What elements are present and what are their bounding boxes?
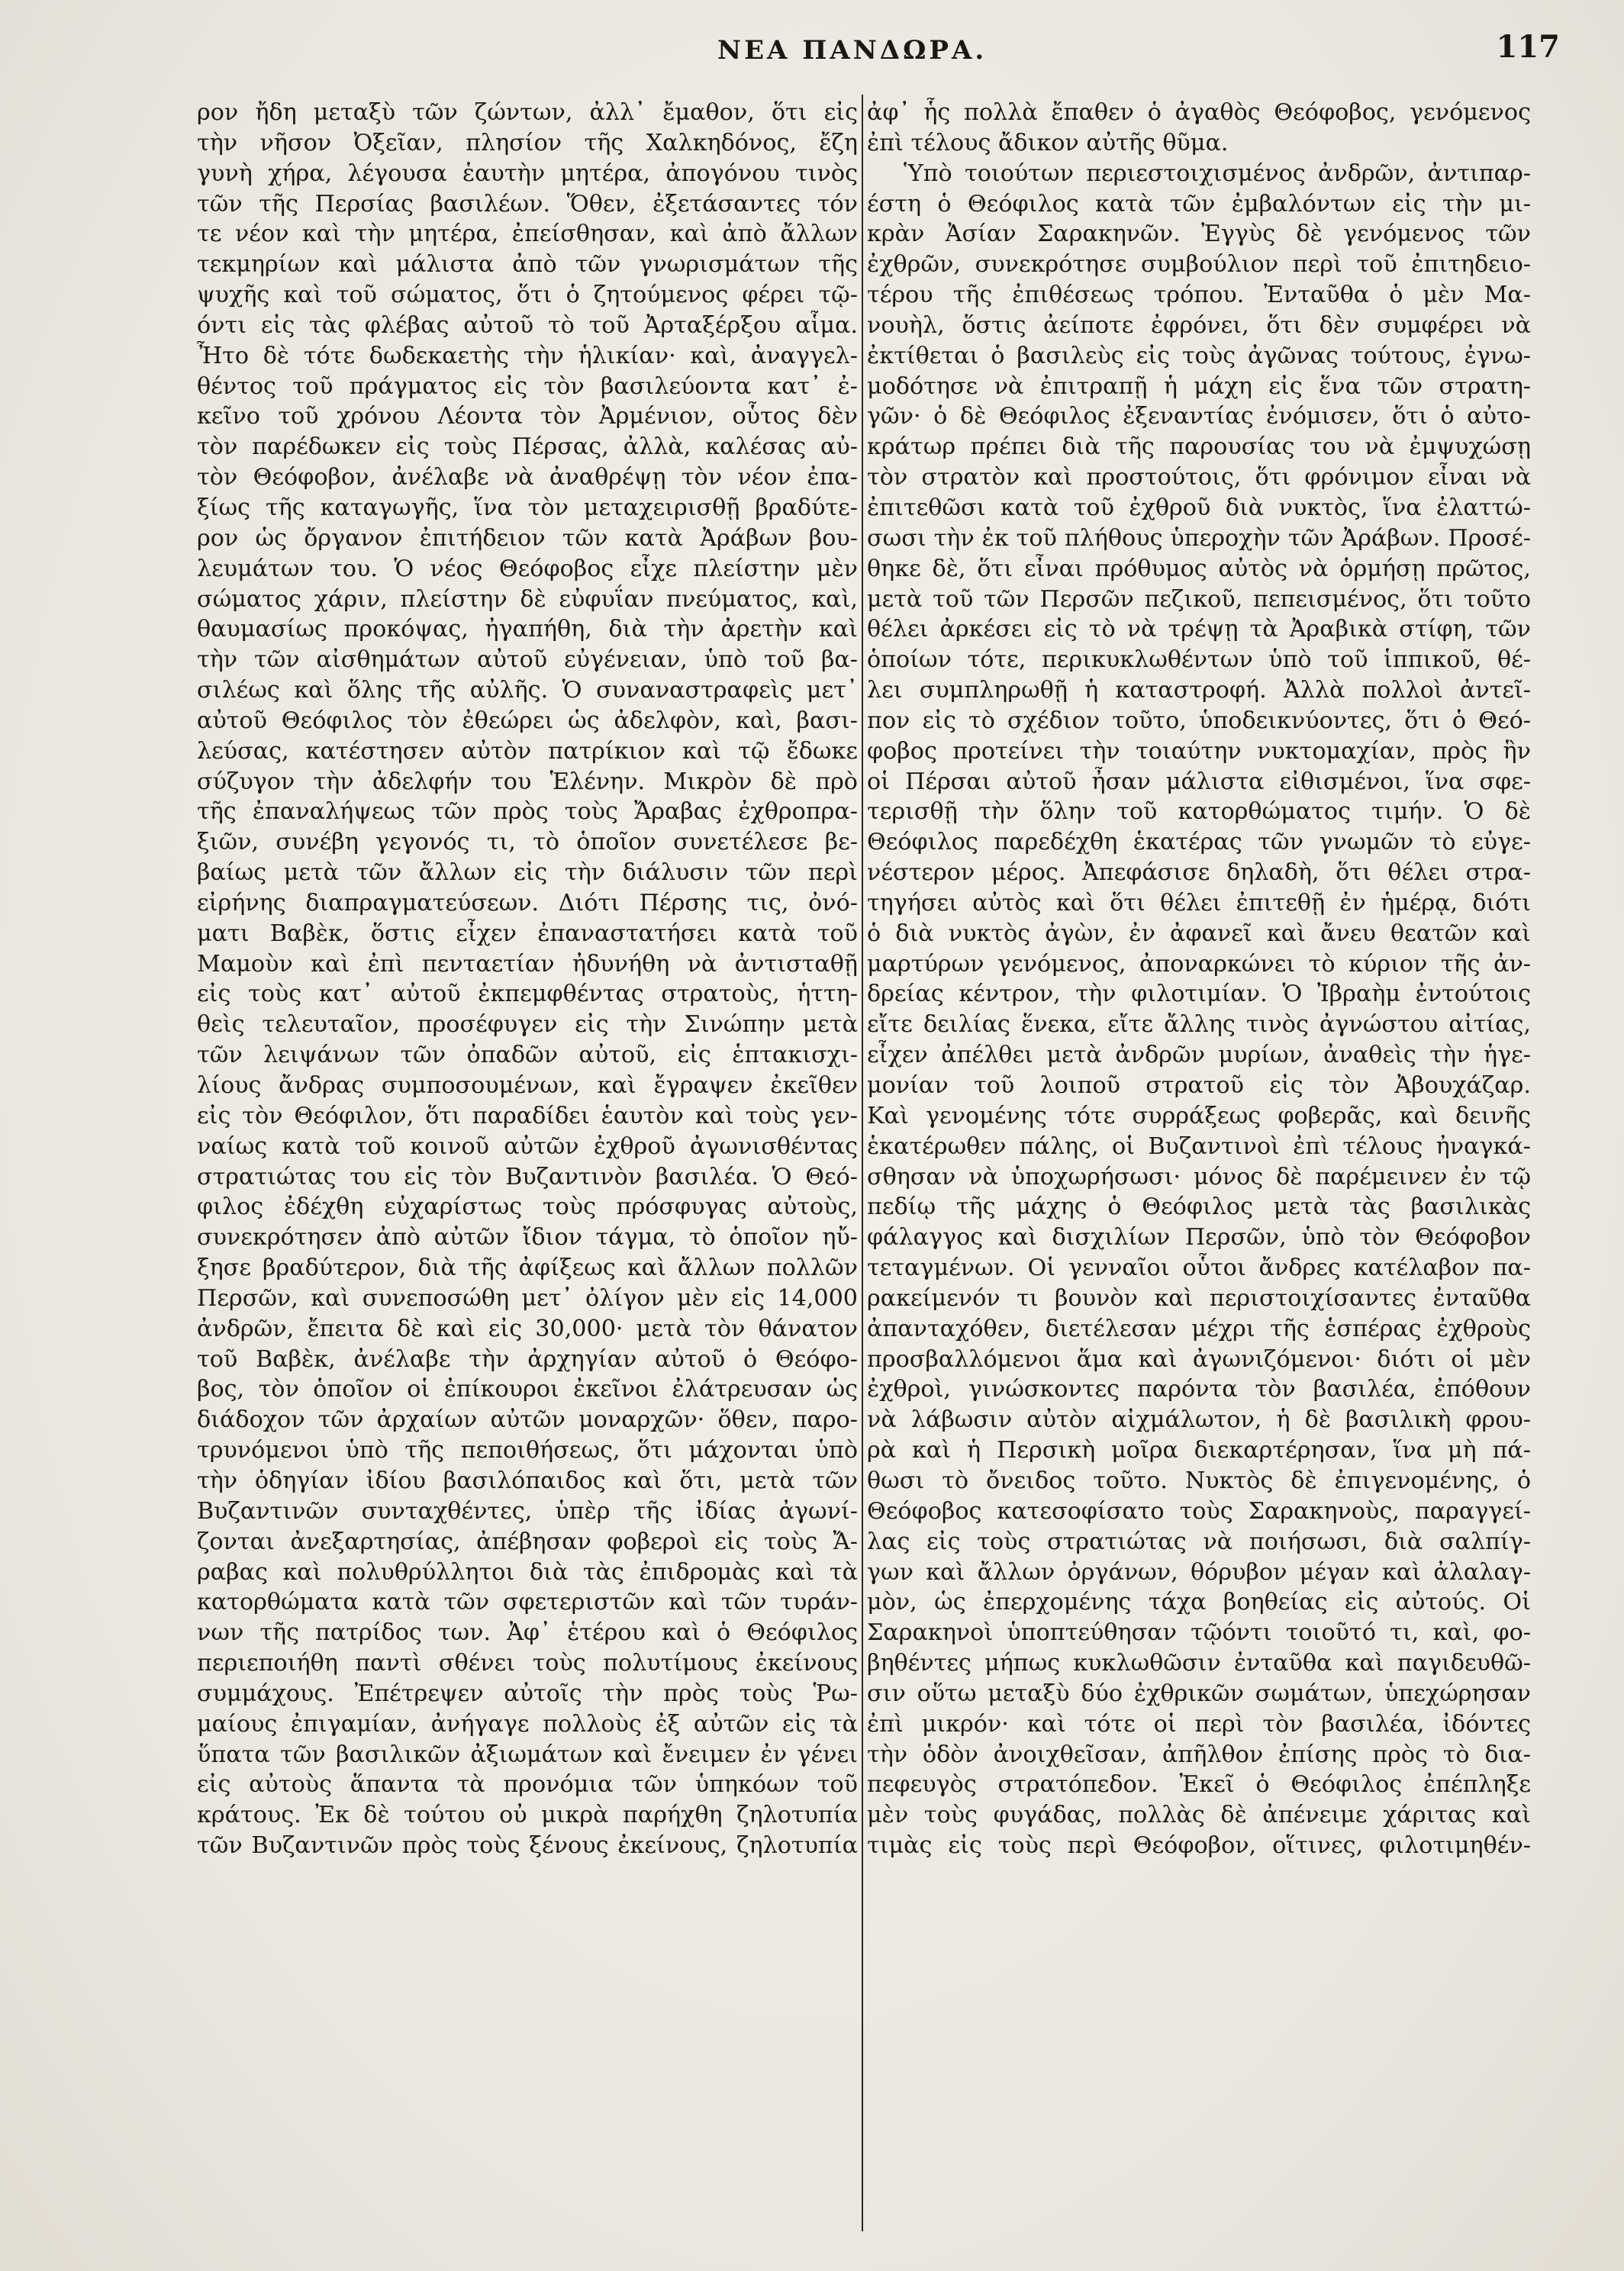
text-line: εἰς τὸν Θεόφιλον, ὅτι παραδίδει ἑαυτὸν καὶ τοὺς γεν- xyxy=(197,1102,858,1129)
text-line: κρὰν Ἀσίαν Σαρακηνῶν. Ἐγγὺς δὲ γενόμενος τῶν xyxy=(867,221,1531,248)
text-line: εἴτε δειλίας ἕνεκα, εἴτε ἄλλης τινὸς ἀγνώστου αἰτίας, xyxy=(867,1011,1531,1039)
text-line: πεφευγὸς στρατόπεδον. Ἐκεῖ ὁ Θεόφιλος ἐπέπληξε xyxy=(867,1771,1531,1799)
text-line: ραβας καὶ πολυθρύλλητοι διὰ τὰς ἐπιδρομὰς καὶ τὰ xyxy=(197,1558,858,1586)
text-line: ἐχθρῶν, συνεκρότησε συμβούλιον περὶ τοῦ ἐπιτηδειο- xyxy=(867,251,1531,279)
text-line: εἰς τοὺς κατ᾽ αὐτοῦ ἐκπεμφθέντας στρατοὺς, ἡττη- xyxy=(197,981,858,1008)
text-line: θέντος τοῦ πράγματος εἰς τὸν βασιλεύοντα κατ᾽ ἐ- xyxy=(197,372,858,400)
text-line: σύζυγον τὴν ἀδελφήν του Ἑλένην. Μικρὸν δὲ πρὸ xyxy=(197,768,858,795)
text-line: ζονται ἀνεξαρτησίας, ἀπέβησαν φοβεροὶ εἰς τοὺς Ἄ- xyxy=(197,1528,858,1555)
text-line: ναίως κατὰ τοῦ κοινοῦ αὐτῶν ἐχθροῦ ἀγωνισθέντας xyxy=(197,1132,858,1160)
text-line: ψυχῆς καὶ τοῦ σώματος, ὅτι ὁ ζητούμενος φέρει τῷ- xyxy=(197,282,858,309)
text-line: προσβαλλόμενοι ἅμα καὶ ἀγωνιζόμενοι· διότι οἱ μὲν xyxy=(867,1345,1531,1373)
text-line: νουὴλ, ὅστις ἀείποτε ἐφρόνει, ὅτι δὲν συμφέρει νὰ xyxy=(867,311,1531,339)
page-number: 117 xyxy=(1496,29,1560,65)
text-line: ὕπατα τῶν βασιλικῶν ἀξιωμάτων καὶ ἔνειμεν ἐν γένει xyxy=(197,1741,858,1768)
text-line: ἐπὶ τέλους ἄδικον αὐτῆς θῦμα. xyxy=(867,129,1229,156)
text-line: τοῦ Βαβὲκ, ἀνέλαβε τὴν ἀρχηγίαν αὐτοῦ ὁ Θεόφο- xyxy=(197,1345,858,1373)
text-line: τὴν νῆσον Ὀξεῖαν, πλησίον τῆς Χαλκηδόνος, ἔζη xyxy=(197,129,858,156)
text-line: λεύσας, κατέστησεν αὐτὸν πατρίκιον καὶ τῷ ἔδωκε xyxy=(197,737,858,765)
text-line: θεὶς τελευταῖον, προσέφυγεν εἰς τὴν Σινώπην μετὰ xyxy=(197,1011,858,1039)
text-line: νων τῆς πατρίδος των. Ἀφ᾽ ἑτέρου καὶ ὁ Θεόφιλος xyxy=(197,1619,858,1647)
text-line: τὸν παρέδωκεν εἰς τοὺς Πέρσας, ἀλλὰ, καλέσας αὐ- xyxy=(197,433,858,461)
text-line: εἶχεν ἀπέλθει μετὰ ἀνδρῶν μυρίων, ἀναθεὶς τὴν ἡγε- xyxy=(867,1042,1531,1069)
text-line: τιμὰς εἰς τοὺς περὶ Θεόφοβον, οἵτινες, φιλοτιμηθέν- xyxy=(867,1832,1531,1860)
text-line: βαίως μετὰ τῶν ἄλλων εἰς τὴν διάλυσιν τῶν περὶ xyxy=(197,859,858,887)
text-line: μαρτύρων γενόμενος, ἀποναρκώνει τὸ κύριον τῆς ἀν- xyxy=(867,950,1531,978)
text-line: θέλει ἀρκέσει εἰς τὸ νὰ τρέψῃ τὰ Ἀραβικὰ στίφη, τῶν xyxy=(867,616,1531,643)
text-line: ξιῶν, συνέβη γεγονός τι, τὸ ὁποῖον συνετέλεσε βε- xyxy=(197,829,858,856)
text-line: βηθέντες μήπως κυκλωθῶσιν ἐνταῦθα καὶ παγιδευθῶ- xyxy=(867,1650,1531,1677)
text-line: διάδοχον τῶν ἀρχαίων αὐτῶν μοναρχῶν· ὅθεν, παρο- xyxy=(197,1406,858,1434)
text-line: τηγήσει αὐτὸς καὶ ὅτι θέλει ἐπιτεθῇ ἐν ἡμέρᾳ, διότι xyxy=(867,889,1531,916)
text-line: νέστερον μέρος. Ἀπεφάσισε δηλαδὴ, ὅτι θέλει στρα- xyxy=(867,859,1531,887)
text-line: εἰρήνης διαπραγματεύσεων. Διότι Πέρσης τις, ὀνό- xyxy=(197,889,858,916)
text-line: ρον ἤδη μεταξὺ τῶν ζώντων, ἀλλ᾽ ἔμαθον, ὅτι εἰς xyxy=(197,99,858,126)
text-line: Σαρακηνοὶ ὑποπτεύθησαν τῷόντι τοιοῦτό τι, καὶ, φο- xyxy=(867,1619,1531,1647)
text-line: οἱ Πέρσαι αὐτοῦ ἦσαν μάλιστα εἰθισμένοι, ἵνα σφε- xyxy=(867,768,1531,795)
text-line: ἐχθροὶ, γινώσκοντες παρόντα τὸν βασιλέα, ἐπόθουν xyxy=(867,1376,1531,1403)
text-line: θηκε δὲ, ὅτι εἶναι πρόθυμος αὐτὸς νὰ ὁρμήσῃ πρῶτος, xyxy=(867,555,1531,582)
text-line: όντι εἰς τὰς φλέβας αὐτοῦ τὸ τοῦ Ἀρταξέρξου αἷμα. xyxy=(197,311,858,339)
text-line: Καὶ γενομένης τότε συρράξεως φοβερᾶς, καὶ δεινῆς xyxy=(867,1102,1531,1129)
text-line: σιλέως καὶ ὅλης τῆς αὐλῆς. Ὁ συναναστραφεὶς μετ᾽ xyxy=(197,677,858,704)
text-line: ἀνδρῶν, ἔπειτα δὲ καὶ εἰς 30,000· μετὰ τὸν θάνατον xyxy=(197,1315,858,1342)
text-line: θωσι τὸ ὄνειδος τοῦτο. Νυκτὸς δὲ ἐπιγενομένης, ὁ xyxy=(867,1467,1531,1494)
text-line: σθησαν νὰ ὑποχωρήσωσι· μόνος δὲ παρέμεινεν ἐν τῷ xyxy=(867,1163,1531,1190)
text-line: ξίως τῆς καταγωγῆς, ἵνα τὸν μεταχειρισθῇ βραδύτε- xyxy=(197,494,858,521)
text-line: περιεποιήθη παντὶ σθένει τοὺς πολυτίμους ἐκείνους xyxy=(197,1650,858,1677)
text-line: Θεόφοβος κατεσοφίσατο τοὺς Σαρακηνοὺς, παραγγεί- xyxy=(867,1497,1531,1525)
text-line: μαίους ἐπιγαμίαν, ἀνήγαγε πολλοὺς ἐξ αὐτῶν εἰς τὰ xyxy=(197,1710,858,1738)
text-line: μὲν τοὺς φυγάδας, πολλὰς δὲ ἀπένειμε χάριτας καὶ xyxy=(867,1802,1531,1829)
right-text-column xyxy=(867,98,1531,1861)
text-line: έστη ὁ Θεόφιλος κατὰ τῶν ἐμβαλόντων εἰς τὴν μι- xyxy=(867,190,1531,217)
text-line: συμμάχους. Ἐπέτρεψεν αὐτοῖς τὴν πρὸς τοὺς Ῥω- xyxy=(197,1680,858,1707)
text-line: Περσῶν, καὶ συνεποσώθη μετ᾽ ὀλίγον μὲν εἰς 14,000 xyxy=(197,1284,858,1312)
text-line: κράτωρ πρέπει διὰ τῆς παρουσίας του νὰ ἐμψυχώσῃ xyxy=(867,433,1531,461)
text-line: συνεκρότησεν ἀπὸ αὐτῶν ἴδιον τάγμα, τὸ ὁποῖον ηὔ- xyxy=(197,1224,858,1251)
journal-title: ΝΕΑ ΠΑΝΔΩΡΑ. xyxy=(717,35,988,66)
text-line: σωσι τὴν ἐκ τοῦ πλήθους ὑπεροχὴν τῶν Ἀράβων. Προσέ- xyxy=(867,524,1531,552)
text-line: ὁποίων τότε, περικυκλωθέντων ὑπὸ τοῦ ἱππικοῦ, θέ- xyxy=(867,646,1531,674)
text-line: τὴν ὁδηγίαν ἰδίου βασιλόπαιδος καὶ ὅτι, μετὰ τῶν xyxy=(197,1467,858,1494)
text-line: σώματος χάριν, πλείστην δὲ εὐφυΐαν πνεύματος, καὶ, xyxy=(197,585,858,613)
text-line: Μαμοὺν καὶ ἐπὶ πενταετίαν ἠδυνήθη νὰ ἀντισταθῇ xyxy=(197,950,858,978)
text-line: τε νέον καὶ τὴν μητέρα, ἐπείσθησαν, καὶ ἀπὸ ἄλλων xyxy=(197,221,858,248)
left-text-column xyxy=(197,98,858,1861)
text-line: γυνὴ χήρα, λέγουσα ἑαυτὴν μητέρα, ἀπογόνου τινὸς xyxy=(197,159,858,187)
text-line: ὁ διὰ νυκτὸς ἀγὼν, ἐν ἀφανεῖ καὶ ἄνευ θεατῶν καὶ xyxy=(867,920,1531,947)
text-line: βος, τὸν ὁποῖον οἱ ἐπίκουροι ἐκεῖνοι ἐλάτρευσαν ὡς xyxy=(197,1376,858,1403)
text-line: τρυνόμενοι ὑπὸ τῆς πεποιθήσεως, ὅτι μάχονται ὑπὸ xyxy=(197,1437,858,1464)
text-line: στρατιώτας του εἰς τὸν Βυζαντινὸν βασιλέα. Ὁ Θεό- xyxy=(197,1163,858,1190)
text-line: μονίαν τοῦ λοιποῦ στρατοῦ εἰς τὸν Ἀβουχάζαρ. xyxy=(867,1072,1531,1099)
text-line: λευμάτων του. Ὁ νέος Θεόφοβος εἶχε πλείστην μὲν xyxy=(197,555,858,582)
text-line: ἑκατέρωθεν πάλης, οἱ Βυζαντινοὶ ἐπὶ τέλους ἠναγκά- xyxy=(867,1132,1531,1160)
text-line: πον εἰς τὸ σχέδιον τοῦτο, ὑποδεικνύοντες, ὅτι ὁ Θεό- xyxy=(867,707,1531,734)
text-line: Βυζαντινῶν συνταχθέντες, ὑπὲρ τῆς ἰδίας ἀγωνί- xyxy=(197,1497,858,1525)
text-line: θαυμασίως προκόψας, ἠγαπήθη, διὰ τὴν ἀρετὴν καὶ xyxy=(197,616,858,643)
text-line: εἰς αὐτοὺς ἅπαντα τὰ προνόμια τῶν ὑπηκόων τοῦ xyxy=(197,1771,858,1799)
text-line: ματι Βαβὲκ, ὅστις εἶχεν ἐπαναστατήσει κατὰ τοῦ xyxy=(197,920,858,947)
text-line: δρείας κέντρον, τὴν φιλοτιμίαν. Ὁ Ἰβραὴμ ἐντούτοις xyxy=(867,981,1531,1008)
text-line: νὰ λάβωσιν αὐτὸν αἰχμάλωτον, ἡ δὲ βασιλικὴ φρου- xyxy=(867,1406,1531,1434)
text-line: τερισθῇ τὴν ὅλην τοῦ κατορθώματος τιμήν. Ὁ δὲ xyxy=(867,798,1531,826)
text-line: Ἦτο δὲ τότε δωδεκαετὴς τὴν ἡλικίαν· καὶ, ἀναγγελ- xyxy=(197,342,858,369)
text-line: τέρου τῆς ἐπιθέσεως τρόπου. Ἐνταῦθα ὁ μὲν Μα- xyxy=(867,282,1531,309)
text-line: ἀπανταχόθεν, διετέλεσαν μέχρι τῆς ἑσπέρας ἐχθροὺς xyxy=(867,1315,1531,1342)
text-line: ρον ὡς ὄργανον ἐπιτήδειον τῶν κατὰ Ἀράβων βου- xyxy=(197,524,858,552)
text-line: ρὰ καὶ ἡ Περσικὴ μοῖρα διεκαρτέρησαν, ἵνα μὴ πά- xyxy=(867,1437,1531,1464)
text-line: Ὑπὸ τοιούτων περιεστοιχισμένος ἀνδρῶν, ἀντιπαρ- xyxy=(904,159,1531,187)
text-line: κατορθώματα κατὰ τῶν σφετεριστῶν καὶ τῶν τυράν- xyxy=(197,1589,858,1616)
column-divider xyxy=(862,95,863,2231)
text-line: τὴν τῶν αἰσθημάτων αὐτοῦ εὐγένειαν, ὑπὸ τοῦ βα- xyxy=(197,646,858,674)
text-line: Θεόφιλος παρεδέχθη ἑκατέρας τῶν γνωμῶν τὸ εὐγε- xyxy=(867,829,1531,856)
text-line: γῶν· ὁ δὲ Θεόφιλος ἐξεναντίας ἐνόμισεν, ὅτι ὁ αὐτο- xyxy=(867,403,1531,430)
running-head xyxy=(0,29,1624,75)
text-line: τῶν λειψάνων τῶν ὀπαδῶν αὐτοῦ, εἰς ἑπτακισχι- xyxy=(197,1042,858,1069)
text-line: τῆς ἐπαναλήψεως τῶν πρὸς τοὺς Ἄραβας ἐχθροπρα- xyxy=(197,798,858,826)
text-line: ἐπὶ μικρόν· καὶ τότε οἱ περὶ τὸν βασιλέα, ἰδόντες xyxy=(867,1710,1531,1738)
text-line: τεκμηρίων καὶ μάλιστα ἀπὸ τῶν γνωρισμάτων τῆς xyxy=(197,251,858,279)
text-line: τῶν Βυζαντινῶν πρὸς τοὺς ξένους ἐκείνους, ζηλοτυπία xyxy=(197,1832,858,1860)
text-line: πεδίῳ τῆς μάχης ὁ Θεόφιλος μετὰ τὰς βασιλικὰς xyxy=(867,1193,1531,1221)
text-line: ρακείμενόν τι βουνὸν καὶ περιστοιχίσαντες ἐνταῦθα xyxy=(867,1284,1531,1312)
text-line: μοδότησε νὰ ἐπιτραπῇ ἡ μάχη εἰς ἕνα τῶν στρατη- xyxy=(867,372,1531,400)
text-line: τὴν ὁδὸν ἀνοιχθεῖσαν, ἀπῆλθον ἐπίσης πρὸς τὸ δια- xyxy=(867,1741,1531,1768)
text-line: κράτους. Ἐκ δὲ τούτου οὐ μικρὰ παρήχθη ζηλοτυπία xyxy=(197,1802,858,1829)
text-line: αὐτοῦ Θεόφιλος τὸν ἐθεώρει ὡς ἀδελφὸν, καὶ, βασι- xyxy=(197,707,858,734)
text-line: τῶν τῆς Περσίας βασιλέων. Ὅθεν, ἐξετάσαντες τόν xyxy=(197,190,858,217)
text-line: ἐκτίθεται ὁ βασιλεὺς εἰς τοὺς ἀγῶνας τούτους, ἐγνω- xyxy=(867,342,1531,369)
text-line: λας εἰς τοὺς στρατιώτας νὰ ποιήσωσι, διὰ σαλπίγ- xyxy=(867,1528,1531,1555)
text-line: γων καὶ ἄλλων ὀργάνων, θόρυβον μέγαν καὶ ἀλαλαγ- xyxy=(867,1558,1531,1586)
text-line: τὸν στρατὸν καὶ προστούτοις, ὅτι φρόνιμον εἶναι νὰ xyxy=(867,464,1531,491)
text-line: ξησε βραδύτερον, διὰ τῆς ἀφίξεως καὶ ἄλλων πολλῶν xyxy=(197,1255,858,1282)
text-line: φοβος προτείνει τὴν τοιαύτην νυκτομαχίαν, πρὸς ἣν xyxy=(867,737,1531,765)
text-line: τεταγμένων. Οἱ γενναῖοι οὗτοι ἄνδρες κατέλαβον πα- xyxy=(867,1255,1531,1282)
text-line: μετὰ τοῦ τῶν Περσῶν πεζικοῦ, πεπεισμένος, ὅτι τοῦτο xyxy=(867,585,1531,613)
text-line: ἐπιτεθῶσι κατὰ τοῦ ἐχθροῦ διὰ νυκτὸς, ἵνα ἐλαττώ- xyxy=(867,494,1531,521)
text-line: τὸν Θεόφοβον, ἀνέλαβε νὰ ἀναθρέψῃ τὸν νέον ἐπα- xyxy=(197,464,858,491)
text-line: ἀφ᾽ ἧς πολλὰ ἔπαθεν ὁ ἀγαθὸς Θεόφοβος, γενόμενος xyxy=(867,99,1531,126)
text-line: κεῖνο τοῦ χρόνου Λέοντα τὸν Ἀρμένιον, οὗτος δὲν xyxy=(197,403,858,430)
text-line: φιλος ἐδέχθη εὐχαρίστως τοὺς πρόσφυγας αὐτοὺς, xyxy=(197,1193,858,1221)
text-line: λίους ἄνδρας συμποσουμένων, καὶ ἔγραψεν ἐκεῖθεν xyxy=(197,1072,858,1099)
text-line: μὸν, ὡς ἐπερχομένης τάχα βοηθείας εἰς αὐτούς. Οἱ xyxy=(867,1589,1531,1616)
text-line: φάλαγγος καὶ δισχιλίων Περσῶν, ὑπὸ τὸν Θεόφοβον xyxy=(867,1224,1531,1251)
text-line: σιν οὕτω μεταξὺ δύο ἐχθρικῶν σωμάτων, ὑπεχώρησαν xyxy=(867,1680,1531,1707)
text-line: λει συμπληρωθῇ ἡ καταστροφή. Ἀλλὰ πολλοὶ ἀντεῖ- xyxy=(867,677,1531,704)
